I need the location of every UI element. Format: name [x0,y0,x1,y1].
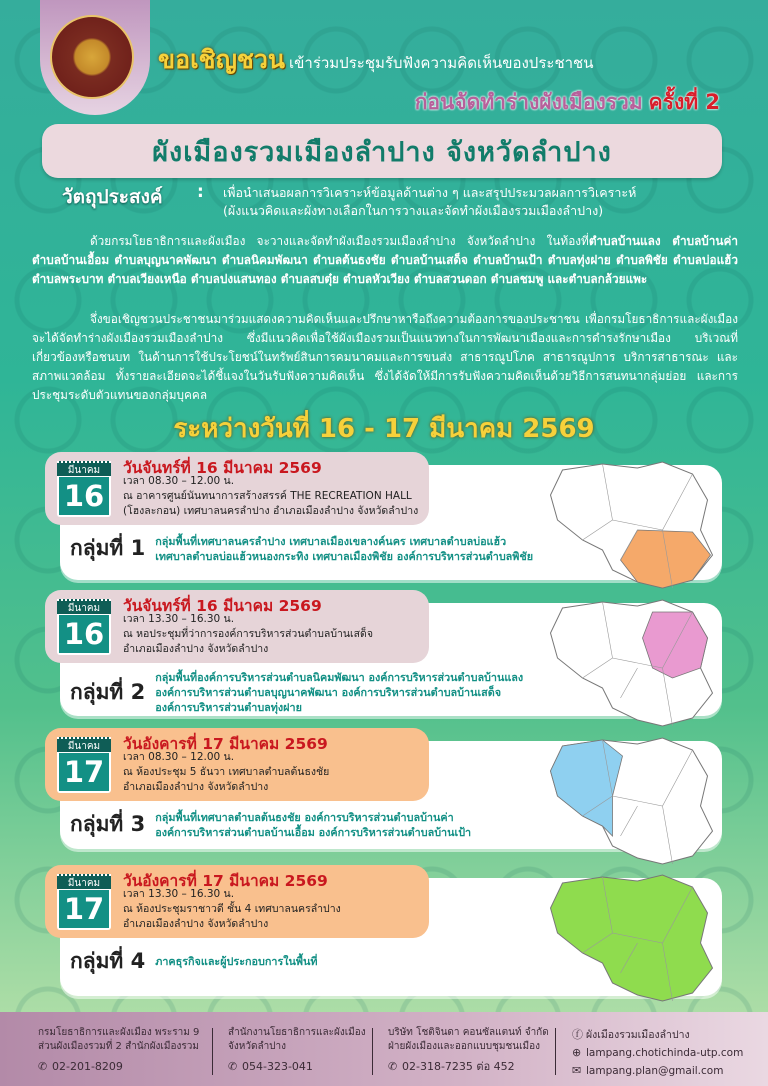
group-area-line: กลุ่มพื้นที่เทศบาลตำบลต้นธงชัย องค์การบริหารส่วนตำบลบ้านค่า [155,810,454,824]
footer-org-line1: กรมโยธาธิการและผังเมือง พระราม 9 [38,1027,200,1038]
session-time: เวลา 08.30 – 12.00 น. [123,475,235,487]
calendar-icon [57,874,111,930]
group-area-line: องค์การบริหารส่วนตำบลทุ่งฝาย [155,701,302,714]
headline-line1: เข้าร่วมประชุมรับฟังความคิดเห็นของประชาชน [289,54,594,72]
intro-paragraph [32,232,738,289]
session-date: วันจันทร์ที่ 16 มีนาคม 2569 [123,597,322,615]
session-schedule [45,728,429,801]
online-contacts [572,1026,743,1080]
calendar-day: 16 [59,477,109,515]
district-outline [551,875,713,1001]
divider [372,1028,373,1075]
footer-org-line1: บริษัท โชติจินดา คอนซัลแตนท์ จำกัด [388,1027,549,1038]
session-date: วันอังคารที่ 17 มีนาคม 2569 [123,872,328,890]
date-range-headline: ระหว่างวันที่ 16 - 17 มีนาคม 2569 [173,414,595,444]
phone-number[interactable]: 02-201-8209 [52,1060,123,1073]
website-link[interactable]: lampang.chotichinda-utp.com [586,1047,744,1059]
calendar-day: 17 [59,753,109,791]
group-info [70,532,533,565]
facebook-icon: ⓕ [572,1028,583,1041]
session-date: วันจันทร์ที่ 16 มีนาคม 2569 [123,459,322,477]
globe-icon: ⊕ [572,1046,582,1059]
session-time: เวลา 13.30 – 16.30 น. [123,613,235,625]
intro-text: ด้วยกรมโยธาธิการและผังเมือง จะวางและจัดทำผังเมืองรวมเมืองลำปาง จังหวัดลำปาง ในท้องที่ [90,234,589,248]
session-date: วันอังคารที่ 17 มีนาคม 2569 [123,735,328,753]
session-schedule [45,452,429,525]
group-info [70,945,318,978]
calendar-icon [57,599,111,655]
subdistrict-list: ตำบลบ้านแลง ตำบลบ้านค่า ตำบลบ้านเอื้อม ตำบลบุญนาคพัฒนา ตำบลนิคมพัฒนา ตำบลต้นธงชัย ตำบลบ้านเสด็จ ตำบลบ้านเป้า ตำบลทุ่งฝาย ตำบลพิชัย ตำบลบ่อแฮ้ว ตำบลพระบาท ตำบลเวียงเหนือ ตำบลปงแสนทอง ตำบลสบตุ๋ย ตำบลหัวเวียง ตำบลสวนดอก ตำบลชมพู และตำบลกล้วยแพะ [32,234,738,286]
email-link[interactable]: lampang.plan@gmail.com [586,1065,724,1077]
divider [555,1028,556,1075]
footer-org-line1: สำนักงานโยธาธิการและผังเมือง [228,1027,366,1038]
calendar-day: 16 [59,615,109,653]
footer [0,1012,768,1086]
session-venue-location: (โฮงละกอน) เทศบาลนครลำปาง อำเภอเมืองลำปาง จังหวัดลำปาง [123,505,419,517]
session-schedule [45,865,429,938]
footer-contact-2 [228,1026,366,1074]
footer-org-line2: ส่วนผังเมืองรวมที่ 2 สำนักผังเมืองรวม [38,1041,199,1052]
footer-contact-3 [388,1026,549,1074]
group-area-line: กลุ่มพื้นที่องค์การบริหารส่วนตำบลนิคมพัฒนา องค์การบริหารส่วนตำบลบ้านแลง [155,671,524,684]
divider [212,1028,213,1075]
headline-subtitle: ก่อนจัดทำร่างผังเมืองรวม [414,90,643,114]
phone-icon: ✆ [388,1060,398,1073]
calendar-day: 17 [59,890,109,928]
group-label: กลุ่มที่ 2 [70,680,146,704]
group-area-line: เทศบาลตำบลบ่อแฮ้วหนองกระทิง เทศบาลเมืองพิชัย องค์การบริหารส่วนตำบลพิชัย [155,549,534,563]
session-venue: ณ อาคารศูนย์นันทนาการสร้างสรรค์ THE RECREATION HALL [123,490,412,502]
round-label: ครั้งที่ 2 [648,90,720,114]
group-area-line: องค์การบริหารส่วนตำบลบุญนาคพัฒนา องค์การบริหารส่วนตำบลบ้านเสด็จ [155,686,502,699]
objective [62,182,636,220]
group-label: กลุ่มที่ 1 [70,536,146,560]
invite-text: ขอเชิญชวน [158,45,286,74]
group-info [70,808,471,841]
objective-label: วัตถุประสงค์ [62,186,163,208]
department-seal-logo [50,15,134,99]
objective-line2: (ผังแนวคิดและผังทางเลือกในการวางและจัดทำผังเมืองรวมเมืองลำปาง) [223,203,604,218]
session-venue-location: อำเภอเมืองลำปาง จังหวัดลำปาง [123,918,269,930]
session-venue: ณ ห้องประชุม 5 ธันวา เทศบาลตำบลต้นธงชัย [123,766,330,778]
footer-org-line2: จังหวัดลำปาง [228,1041,287,1052]
session-venue-location: อำเภอเมืองลำปาง จังหวัดลำปาง [123,643,269,655]
objective-line1: เพื่อนำเสนอผลการวิเคราะห์ข้อมูลด้านต่าง ๆ และสรุปประมวลผลการวิเคราะห์ [223,185,637,200]
calendar-month: มีนาคม [57,461,111,476]
phone-icon: ✆ [228,1060,238,1073]
calendar-month: มีนาคม [57,874,111,889]
area-map [540,460,725,590]
session-time: เวลา 13.30 – 16.30 น. [123,888,235,900]
session-time: เวลา 08.30 – 12.00 น. [123,751,235,763]
phone-number[interactable]: 02-318-7235 ต่อ 452 [402,1060,515,1073]
group-info [70,670,523,715]
area-map [540,736,725,866]
calendar-icon [57,737,111,793]
phone-icon: ✆ [38,1060,48,1073]
session-schedule [45,590,429,663]
phone-number[interactable]: 054-323-041 [242,1060,313,1073]
calendar-month: มีนาคม [57,599,111,614]
highlighted-area [551,740,623,836]
calendar-icon [57,461,111,517]
footer-org-line2: ฝ่ายผังเมืองและออกแบบชุมชนเมือง [388,1041,541,1052]
calendar-month: มีนาคม [57,737,111,752]
session-venue-location: อำเภอเมืองลำปาง จังหวัดลำปาง [123,781,269,793]
plan-title-banner [42,124,722,178]
group-area-line: ภาคธุรกิจและผู้ประกอบการในพื้นที่ [155,955,318,968]
area-map [540,598,725,728]
session-venue: ณ หอประชุมที่ว่าการองค์การบริหารส่วนตำบลบ้านเสด็จ [123,628,374,640]
plan-title: ผังเมืองรวมเมืองลำปาง จังหวัดลำปาง [152,136,612,168]
headline-line2 [415,86,720,119]
group-label: กลุ่มที่ 4 [70,949,146,973]
facebook-link[interactable]: ผังเมืองรวมเมืองลำปาง [586,1029,690,1041]
mail-icon: ✉ [572,1064,582,1077]
area-map [540,873,725,1003]
group-area-line: กลุ่มพื้นที่เทศบาลนครลำปาง เทศบาลเมืองเขลางค์นคร เทศบาลตำบลบ่อแฮ้ว [155,534,507,548]
invitation-paragraph: จึ่งขอเชิญชวนประชาชนมาร่วมแสดงความคิดเห็นและปรึกษาหารือถึงความต้องการของประชาชน เพื่อกรมโยธาธิการและผังเมืองจะได้จัดทำร่างผังเมืองรวมเมืองลำปาง ซึ่งมีแนวคิดเพื่อใช้ผังเมืองรวมเป็นแนวทางในการพัฒนาเมืองและการดำรงรักษาเมือง บริเวณที่เกี่ยวข้องหรือชนบท ในด้านการใช้ประโยชน์ในทรัพย์สินการคมนาคมและการขนส่ง สาธารณูปโภค สาธารณูปการ บริการสาธารณะ และสภาพแวดล้อม ทั้งรายละเอียดจะได้ชี้แจงในวันรับฟังความคิดเห็น ซึ่งได้จัดให้มีการรับฟังความคิดเห็นด้วยวิธีการสนทนากลุ่มย่อย และการประชุมระดับตัวแทนของกลุ่มบุคคล [32,312,738,402]
session-venue: ณ ห้องประชุมราชาวดี ชั้น 4 เทศบาลนครลำปาง [123,903,341,915]
group-label: กลุ่มที่ 3 [70,812,146,836]
group-area-line: องค์การบริหารส่วนตำบลบ้านเอื้อม องค์การบริหารส่วนตำบลบ้านเป้า [155,825,472,839]
footer-contact-1 [38,1026,199,1074]
headline [158,40,593,80]
objective-colon: : [197,182,204,202]
